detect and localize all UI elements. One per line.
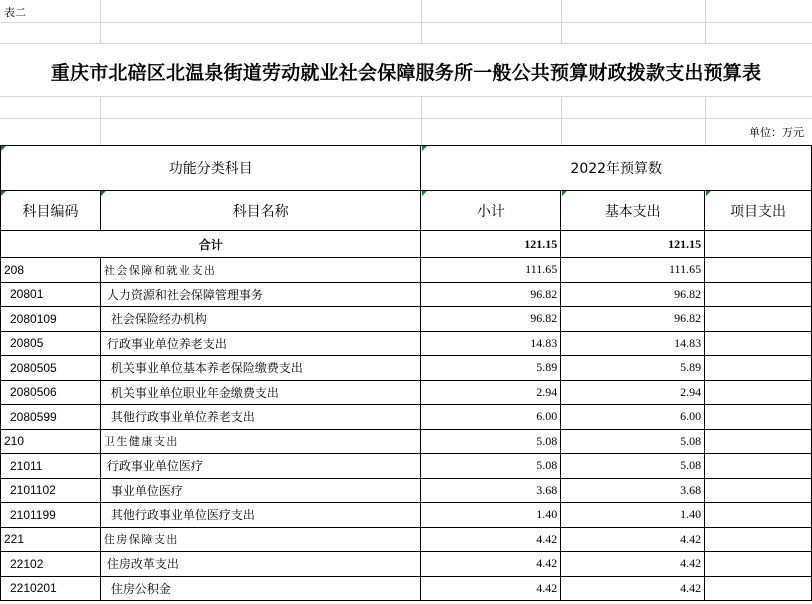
table-row: [1, 405, 812, 430]
row-code: 221: [1, 527, 101, 552]
table-row: [1, 429, 812, 454]
row-name: 其他行政事业单位医疗支出: [100, 503, 421, 528]
row-name: 人力资源和社会保障管理事务: [100, 282, 421, 307]
row-name: 住房公积金: [100, 576, 421, 601]
table-label: 表二: [4, 6, 26, 19]
total-project: [705, 231, 812, 258]
table-body: [1, 258, 812, 601]
row-basic: 6.00: [561, 405, 705, 430]
cell-marker: [1, 146, 6, 151]
row-project: [705, 429, 812, 454]
total-subtotal: 121.15: [421, 231, 561, 258]
row-basic: 96.82: [561, 282, 705, 307]
row-code: 2101102: [1, 478, 101, 503]
row-basic: 5.08: [561, 454, 705, 479]
row-name: 住房改革支出: [100, 552, 421, 577]
row-project: [705, 282, 812, 307]
header-budget-year: 2022年预算数: [421, 146, 812, 191]
header-basic: 基本支出: [561, 191, 705, 231]
table-row: [1, 552, 812, 577]
table-row: [1, 380, 812, 405]
row-basic: 3.68: [561, 478, 705, 503]
row-subtotal: 96.82: [421, 282, 561, 307]
row-basic: 5.08: [561, 429, 705, 454]
header-subtotal: 小计: [421, 191, 561, 231]
row-basic: 111.65: [561, 258, 705, 283]
row-name: 卫生健康支出: [100, 429, 421, 454]
table-row: [1, 282, 812, 307]
table-row: [1, 478, 812, 503]
total-basic: 121.15: [561, 231, 705, 258]
header-row-1: [1, 146, 812, 191]
unit-label: 单位：万元: [749, 126, 804, 139]
row-name: 事业单位医疗: [100, 478, 421, 503]
row-name: 机关事业单位职业年金缴费支出: [100, 380, 421, 405]
row-name: 社会保险经办机构: [100, 307, 421, 332]
table-row: [1, 576, 812, 601]
row-basic: 96.82: [561, 307, 705, 332]
table-row: [1, 454, 812, 479]
budget-table: [0, 145, 812, 601]
row-code: 20801: [1, 282, 101, 307]
grid-line: [0, 22, 812, 23]
header-code: 科目编码: [1, 191, 101, 231]
row-name: 住房保障支出: [100, 527, 421, 552]
row-project: [705, 307, 812, 332]
header-project: 项目支出: [705, 191, 812, 231]
table-row: [1, 258, 812, 283]
row-code: 2080109: [1, 307, 101, 332]
row-project: [705, 405, 812, 430]
row-basic: 5.89: [561, 356, 705, 381]
row-subtotal: 5.08: [421, 454, 561, 479]
row-basic: 2.94: [561, 380, 705, 405]
cell-marker: [422, 191, 427, 196]
row-code: 20805: [1, 331, 101, 356]
row-name: 其他行政事业单位养老支出: [100, 405, 421, 430]
table-row: [1, 527, 812, 552]
row-basic: 1.40: [561, 503, 705, 528]
row-subtotal: 1.40: [421, 503, 561, 528]
header-func-category: 功能分类科目: [1, 146, 421, 191]
row-subtotal: 96.82: [421, 307, 561, 332]
row-project: [705, 454, 812, 479]
row-project: [705, 380, 812, 405]
row-project: [705, 576, 812, 601]
table-row: [1, 307, 812, 332]
row-code: 2080599: [1, 405, 101, 430]
page-title: 重庆市北碚区北温泉街道劳动就业社会保障服务所一般公共预算财政拨款支出预算表: [50, 62, 762, 84]
row-name: 行政事业单位医疗: [100, 454, 421, 479]
row-subtotal: 14.83: [421, 331, 561, 356]
row-subtotal: 4.42: [421, 527, 561, 552]
row-subtotal: 6.00: [421, 405, 561, 430]
row-project: [705, 331, 812, 356]
header-row-2: [1, 191, 812, 231]
row-basic: 4.42: [561, 576, 705, 601]
row-basic: 4.42: [561, 527, 705, 552]
row-name: 行政事业单位养老支出: [100, 331, 421, 356]
row-code: 22102: [1, 552, 101, 577]
row-project: [705, 356, 812, 381]
row-project: [705, 527, 812, 552]
row-project: [705, 258, 812, 283]
row-subtotal: 5.08: [421, 429, 561, 454]
row-subtotal: 111.65: [421, 258, 561, 283]
row-subtotal: 5.89: [421, 356, 561, 381]
header-name: 科目名称: [100, 191, 421, 231]
row-code: 2210201: [1, 576, 101, 601]
total-row: [1, 231, 812, 258]
row-project: [705, 478, 812, 503]
grid-line: [0, 118, 812, 119]
cell-marker: [562, 191, 567, 196]
row-basic: 14.83: [561, 331, 705, 356]
row-subtotal: 4.42: [421, 552, 561, 577]
table-row: [1, 356, 812, 381]
row-code: 21011: [1, 454, 101, 479]
row-name: 社会保障和就业支出: [100, 258, 421, 283]
row-basic: 4.42: [561, 552, 705, 577]
cell-marker: [422, 146, 427, 151]
table-row: [1, 331, 812, 356]
table-row: [1, 503, 812, 528]
cell-marker: [706, 191, 711, 196]
row-subtotal: 2.94: [421, 380, 561, 405]
grid-line: [0, 96, 812, 97]
row-project: [705, 503, 812, 528]
row-code: 2080506: [1, 380, 101, 405]
row-name: 机关事业单位基本养老保险缴费支出: [100, 356, 421, 381]
row-code: 2101199: [1, 503, 101, 528]
row-code: 2080505: [1, 356, 101, 381]
row-subtotal: 4.42: [421, 576, 561, 601]
row-subtotal: 3.68: [421, 478, 561, 503]
total-label: 合计: [1, 231, 421, 258]
row-project: [705, 552, 812, 577]
cell-marker: [1, 191, 6, 196]
cell-marker: [101, 191, 106, 196]
row-code: 210: [1, 429, 101, 454]
row-code: 208: [1, 258, 101, 283]
